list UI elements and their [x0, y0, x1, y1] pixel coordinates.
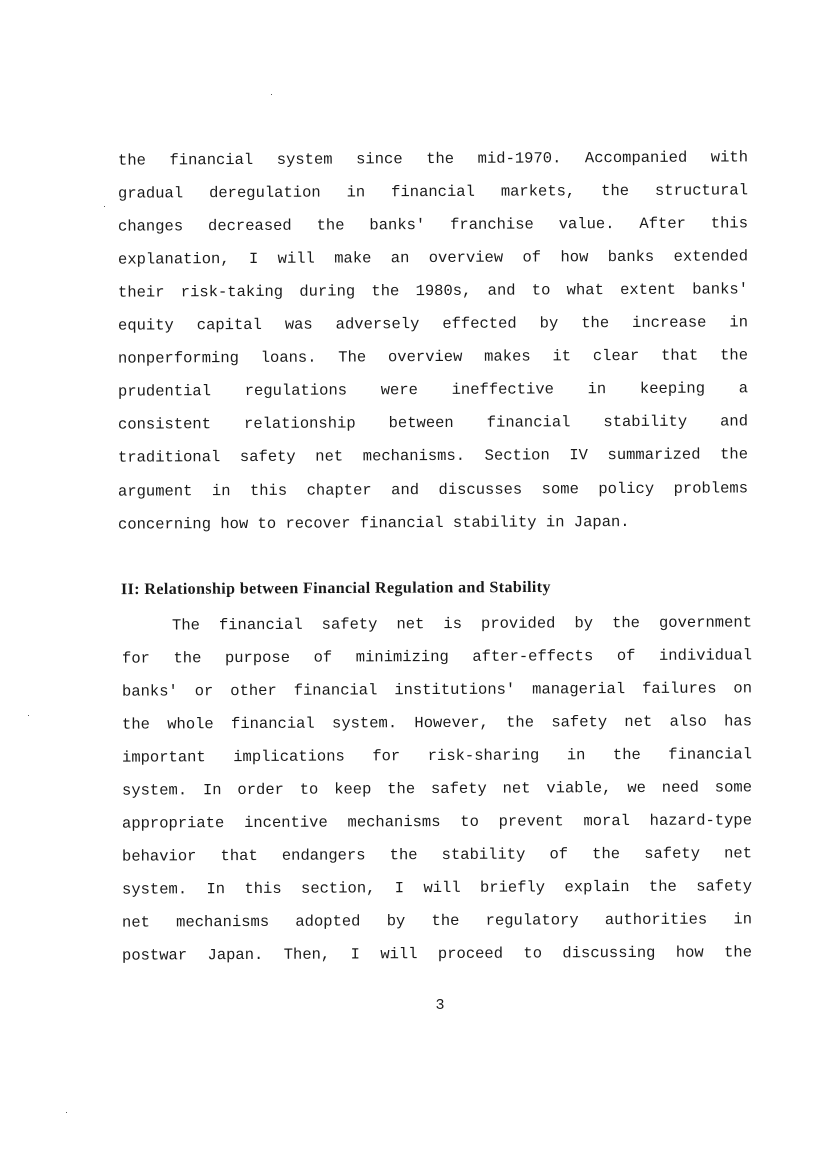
paragraph1-line-5: their risk-taking during the 1980s, and to what extent banks' — [117, 280, 749, 302]
paragraph1-line-3: changes decreased the banks' franchise value. After this — [117, 214, 749, 236]
paragraph1-line-1: the financial system since the mid-1970. Accompanied with — [117, 148, 749, 170]
section2-line-5: important implications for risk-sharing in the financial — [121, 745, 753, 767]
paragraph1-line-6: equity capital was adversely effected by the increase in — [117, 313, 749, 335]
paragraph1-line-4: explanation, I will make an overview of how banks extended — [117, 247, 749, 269]
section2-line-8: behavior that endangers the stability of the safety net — [121, 844, 753, 866]
paragraph1-line-12: concerning how to recover financial stability in Japan. — [117, 512, 630, 534]
paragraph1-line-8: prudential regulations were ineffective in keeping a — [117, 379, 749, 401]
scan-speck — [28, 715, 29, 716]
scan-speck — [271, 94, 272, 95]
section2-line-1: The financial safety net is provided by the government — [171, 613, 753, 635]
paragraph1-line-2: gradual deregulation in financial markets, the structural — [117, 181, 749, 203]
section2-line-11: postwar Japan. Then, I will proceed to discussing how the — [121, 943, 753, 965]
section2-line-10: net mechanisms adopted by the regulatory authorities in — [121, 910, 753, 932]
section2-line-7: appropriate incentive mechanisms to prevent moral hazard-type — [121, 811, 753, 833]
section2-line-9: system. In this section, I will briefly explain the safety — [121, 877, 753, 899]
scan-speck — [104, 206, 105, 207]
paragraph1-line-9: consistent relationship between financial stability and — [117, 412, 749, 434]
paragraph1-line-10: traditional safety net mechanisms. Section IV summarized the — [117, 445, 749, 467]
section2-line-4: the whole financial system. However, the safety net also has — [121, 712, 753, 734]
section2-line-3: banks' or other financial institutions' managerial failures on — [121, 679, 753, 701]
page-number: 3 — [435, 997, 445, 1014]
section2-line-6: system. In order to keep the safety net viable, we need some — [121, 778, 753, 800]
paragraph1-line-7: nonperforming loans. The overview makes it clear that the — [117, 346, 749, 368]
paragraph1-line-11: argument in this chapter and discusses some policy problems — [117, 479, 749, 501]
section-heading: II: Relationship between Financial Regulation and Stability — [120, 578, 551, 599]
scan-speck — [66, 1112, 67, 1113]
section2-line-2: for the purpose of minimizing after-effects of individual — [121, 646, 753, 668]
